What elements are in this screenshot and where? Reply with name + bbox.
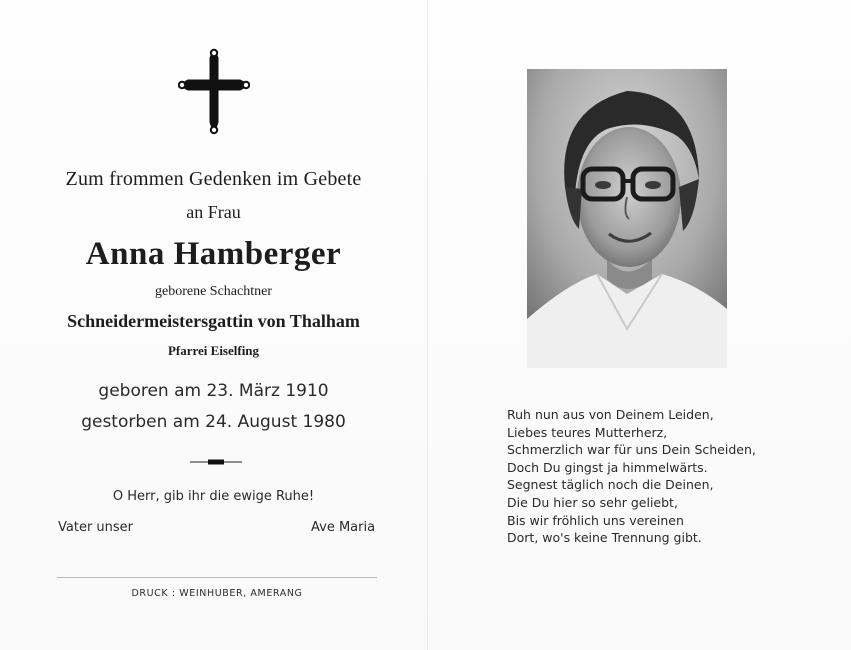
poem-line: Segnest täglich noch die Deinen, xyxy=(507,477,714,493)
right-panel xyxy=(428,0,851,650)
prayer-ave-maria: Ave Maria xyxy=(311,520,376,535)
prayer-line: O Herr, gib ihr die ewige Ruhe! xyxy=(112,489,315,504)
poem-line: Die Du hier so sehr geliebt, xyxy=(507,494,678,510)
memorial-poem xyxy=(507,406,756,547)
portrait-photo xyxy=(527,69,727,368)
salutation: an Frau xyxy=(186,202,241,222)
divider-line xyxy=(57,577,377,578)
printer-imprint: DRUCK : WEINHUBER, AMERANG xyxy=(131,588,303,599)
cross-icon xyxy=(178,48,250,136)
maiden-name: geborene Schachtner xyxy=(155,284,272,299)
poem-line: Bis wir fröhlich uns vereinen xyxy=(507,512,684,528)
portrait-image xyxy=(527,69,727,368)
ornament-divider xyxy=(190,458,242,466)
occupation: Schneidermeistersgattin von Thalham xyxy=(67,311,360,331)
deceased-name: Anna Hamberger xyxy=(85,236,342,272)
prayer-vater-unser: Vater unser xyxy=(58,520,134,535)
poem-line: Schmerzlich war für uns Dein Scheiden, xyxy=(507,442,756,458)
poem-line: Ruh nun aus von Deinem Leiden, xyxy=(507,407,714,422)
poem-line: Liebes teures Mutterherz, xyxy=(507,424,668,440)
memorial-heading: Zum frommen Gedenken im Gebete xyxy=(65,168,362,190)
poem-line: Dort, wo's keine Trennung gibt. xyxy=(507,530,702,546)
poem-line: Doch Du gingst ja himmelwärts. xyxy=(507,459,708,475)
parish: Pfarrei Eiselfing xyxy=(167,343,260,358)
death-date: gestorben am 24. August 1980 xyxy=(81,412,346,432)
birth-date: geboren am 23. März 1910 xyxy=(98,381,329,401)
